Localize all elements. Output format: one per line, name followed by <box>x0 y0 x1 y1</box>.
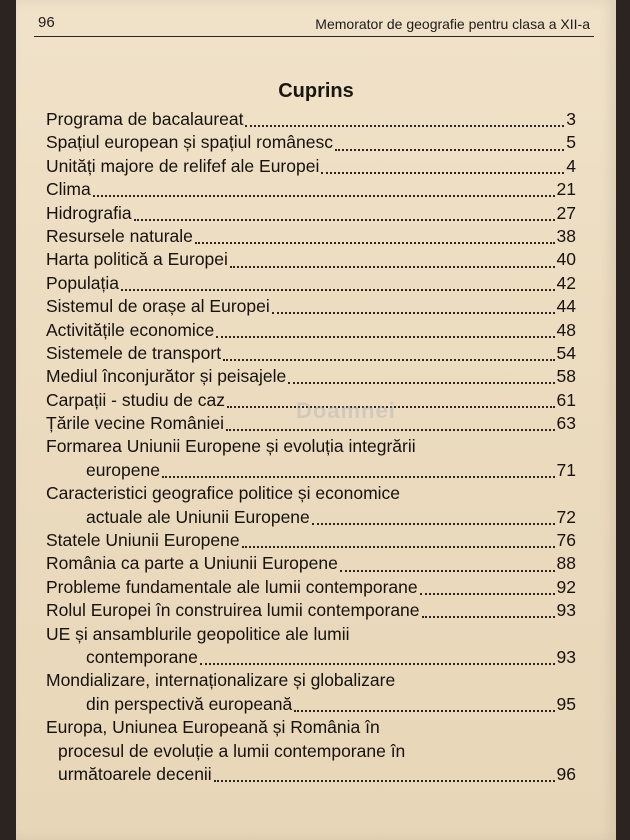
toc-entry <box>46 295 576 318</box>
dot-leader <box>312 522 555 525</box>
book-title: Memorator de geografie pentru clasa a XII-a <box>315 16 590 32</box>
toc-entry-title: Populația <box>46 272 119 293</box>
toc-page-number: 44 <box>556 296 576 317</box>
toc-entry-title: Activitățile economice <box>46 319 215 340</box>
toc-entry-title: Spațiul european și spațiul românesc <box>46 132 333 153</box>
toc-entry <box>46 529 576 552</box>
dot-leader <box>216 335 554 338</box>
toc-entry-title: Sistemul de orașe al Europei <box>46 296 270 317</box>
dot-leader <box>223 358 554 361</box>
toc-entry-title: Clima <box>46 179 91 200</box>
toc-entry <box>46 482 576 529</box>
dot-leader <box>294 709 554 712</box>
toc-page-number: 88 <box>556 553 576 574</box>
toc-page-number: 72 <box>556 506 576 527</box>
toc-page-number: 42 <box>556 272 576 293</box>
dot-leader <box>420 592 555 595</box>
toc-entry-title: Mondializare, internaționalizare și globalizare <box>46 670 396 691</box>
dot-leader <box>214 779 555 782</box>
toc-page-number: 76 <box>556 530 576 551</box>
toc-entry-title: din perspectivă europeană <box>86 693 293 714</box>
dot-leader <box>272 311 555 314</box>
toc-entry-title: Harta politică a Europei <box>46 249 228 270</box>
toc-page-number: 93 <box>556 600 576 621</box>
toc-entry-title: Sistemele de transport <box>46 342 222 363</box>
toc-entry <box>46 716 576 786</box>
toc-title: Cuprins <box>278 80 354 102</box>
dot-leader <box>195 241 555 244</box>
toc-entry-title: UE și ansamblurile geopolitice ale lumii <box>46 623 350 644</box>
toc-entry <box>46 248 576 271</box>
toc-entry-title: Statele Uniunii Europene <box>46 530 240 551</box>
toc-entry-title: procesul de evoluție a lumii contemporane în <box>58 740 406 761</box>
dot-leader <box>121 288 555 291</box>
watermark: Doamnei <box>296 398 396 423</box>
toc-page-number: 38 <box>556 225 576 246</box>
toc-entry-title: contemporane <box>86 646 198 667</box>
dot-leader <box>242 545 555 548</box>
toc-entry-title: Rolul Europei în construirea lumii contemporane <box>46 600 420 621</box>
dot-leader <box>321 171 564 174</box>
dot-leader <box>93 194 555 197</box>
toc-entry-title: actuale ale Uniunii Europene <box>86 506 310 527</box>
toc-entry-title: europene <box>86 459 160 480</box>
dot-leader <box>226 428 555 431</box>
toc-page-number: 92 <box>556 576 576 597</box>
toc-entry-title: România ca parte a Uniunii Europene <box>46 553 338 574</box>
toc-page-number: 48 <box>556 319 576 340</box>
toc-page-number: 95 <box>556 693 576 714</box>
toc-entry-title: Carpații - studiu de caz <box>46 389 225 410</box>
toc-entry <box>46 272 576 295</box>
dot-leader <box>288 381 554 384</box>
toc-entry-title: următoarele decenii <box>58 763 212 784</box>
toc-entry <box>46 342 576 365</box>
page-number: 96 <box>38 14 55 31</box>
toc-entry <box>46 225 576 248</box>
toc-page-number: 3 <box>566 109 576 129</box>
toc-entry <box>46 599 576 622</box>
toc-entry-title: Formarea Uniunii Europene și evoluția integrării <box>46 436 416 457</box>
toc-entry <box>46 108 576 131</box>
toc-entry <box>46 669 576 716</box>
toc-entry-title: Țările vecine României <box>46 413 224 434</box>
dot-leader <box>335 148 564 151</box>
dot-leader <box>134 218 555 221</box>
toc-entry <box>46 178 576 201</box>
toc-page-number: 4 <box>566 155 576 176</box>
dot-leader <box>245 124 564 127</box>
toc-entry <box>46 365 576 388</box>
toc-page-number: 27 <box>556 202 576 223</box>
book-page <box>16 0 616 840</box>
toc-entry <box>46 319 576 342</box>
dot-leader <box>162 475 555 478</box>
toc-entry-title: Programa de bacalaureat <box>46 109 244 129</box>
toc-entry-title: Resursele naturale <box>46 225 193 246</box>
toc-page-number: 93 <box>556 646 576 667</box>
toc-page-number: 61 <box>556 389 576 410</box>
dot-leader <box>200 662 555 665</box>
toc-entry-title: Caracteristici geografice politice și economice <box>46 483 401 504</box>
toc-entry-title: Mediul înconjurător și peisajele <box>46 366 287 387</box>
dot-leader <box>422 615 555 618</box>
dot-leader <box>230 265 555 268</box>
toc-entry <box>46 155 576 178</box>
toc-entry-title: Probleme fundamentale ale lumii contemporane <box>46 576 418 597</box>
toc-page-number: 63 <box>556 413 576 434</box>
dot-leader <box>340 569 555 572</box>
toc-entry <box>46 552 576 575</box>
toc-page-number: 58 <box>556 366 576 387</box>
toc-page-number: 71 <box>556 459 576 480</box>
toc-entry <box>46 131 576 154</box>
toc-entry <box>46 576 576 599</box>
table-of-contents <box>46 108 576 786</box>
toc-page-number: 54 <box>556 342 576 363</box>
toc-page-number: 96 <box>556 763 576 784</box>
running-header <box>34 12 594 37</box>
toc-page-number: 5 <box>566 132 576 153</box>
toc-entry <box>46 202 576 225</box>
toc-entry <box>46 623 576 670</box>
toc-page-number: 21 <box>556 179 576 200</box>
toc-entry-title: Europa, Uniunea Europeană și România în <box>46 717 380 738</box>
toc-entry-title: Hidrografia <box>46 202 132 223</box>
toc-page-number: 40 <box>556 249 576 270</box>
toc-entry-title: Unități majore de relifef ale Europei <box>46 155 320 176</box>
toc-entry <box>46 435 576 482</box>
